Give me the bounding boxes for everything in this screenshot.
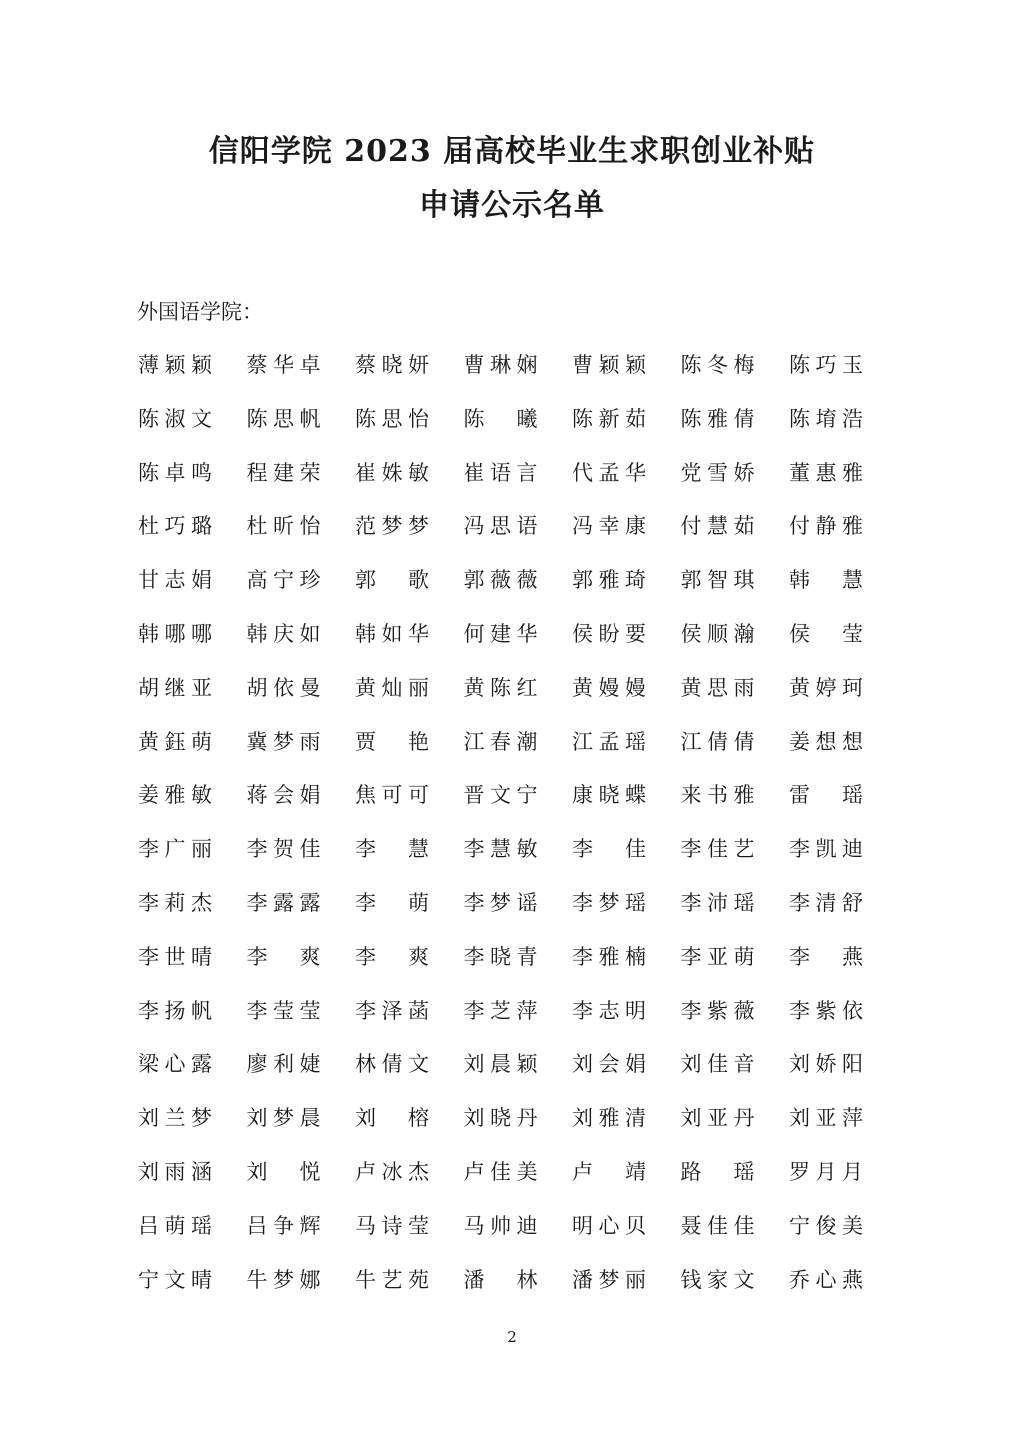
name-cell: 李 扬 帆 [138, 998, 212, 1023]
name-cell: 李 紫 薇 [680, 998, 755, 1023]
document-title-line-2: 申请公示名单 [419, 188, 605, 223]
name-cell: 刘 雅 清 [572, 1106, 646, 1131]
name-cell: 黄 鈺 萌 [138, 729, 212, 754]
name-cell: 宁 俊 美 [789, 1213, 863, 1238]
name-cell: 李 紫 依 [789, 998, 863, 1023]
name-cell: 刘 雨 涵 [138, 1159, 212, 1184]
name-cell: 李 慧 敏 [463, 837, 538, 862]
name-cell: 冯 思 语 [463, 514, 538, 539]
name-cell: 李 萌 [355, 890, 429, 915]
name-cell: 林 倩 文 [355, 1052, 429, 1077]
name-cell: 乔 心 燕 [789, 1267, 863, 1292]
name-cell: 马 帅 迪 [463, 1213, 538, 1238]
name-cell: 康 晓 蝶 [572, 783, 646, 808]
name-cell: 陈 新 茹 [572, 406, 646, 431]
name-cell: 潘 梦 丽 [572, 1267, 646, 1292]
name-cell: 刘 晨 颖 [463, 1052, 538, 1077]
name-cell: 程 建 荣 [246, 460, 321, 485]
name-cell: 李 志 明 [572, 998, 646, 1023]
name-cell: 韩 哪 哪 [138, 621, 212, 646]
name-cell: 李 爽 [355, 944, 429, 969]
name-cell: 郭 雅 琦 [572, 568, 646, 593]
name-cell: 江 孟 瑶 [572, 729, 646, 754]
name-cell: 李 泽 菡 [355, 998, 429, 1023]
name-cell: 冀 梦 雨 [246, 729, 321, 754]
name-cell: 黄 思 雨 [680, 675, 755, 700]
name-cell: 侯 盼 要 [572, 621, 646, 646]
name-cell: 陈 冬 梅 [680, 353, 755, 377]
name-cell: 刘 兰 梦 [138, 1106, 212, 1131]
name-cell: 付 静 雅 [789, 514, 863, 539]
name-cell: 陈 思 怡 [355, 406, 429, 431]
name-cell: 明 心 贝 [572, 1213, 646, 1238]
names-grid [137, 345, 897, 1313]
name-cell: 杜 昕 怡 [246, 514, 321, 539]
name-cell: 聂 佳 佳 [680, 1213, 755, 1238]
name-cell: 刘 榕 [355, 1106, 429, 1131]
name-cell: 代 孟 华 [572, 460, 646, 485]
name-cell: 蔡 华 卓 [246, 353, 321, 377]
name-cell: 刘 会 娟 [572, 1052, 646, 1077]
name-cell: 李 世 晴 [138, 944, 212, 969]
section-label: 外国语学院： [137, 300, 263, 324]
name-cell: 李 莹 莹 [246, 998, 321, 1023]
name-cell: 甘 志 娟 [138, 568, 212, 593]
document-title-line-1: 信阳学院 2023 届高校毕业生求职创业补贴 [208, 134, 816, 169]
name-cell: 侯 顺 瀚 [680, 621, 755, 646]
name-cell: 刘 晓 丹 [463, 1106, 538, 1131]
name-cell: 吕 萌 瑶 [138, 1213, 212, 1238]
name-cell: 黄 婷 珂 [789, 675, 863, 700]
name-cell: 李 佳 [572, 837, 646, 862]
name-cell: 崔 姝 敏 [355, 460, 429, 485]
name-cell: 卢 冰 杰 [355, 1159, 429, 1184]
name-cell: 李 晓 青 [463, 944, 538, 969]
name-cell: 李 慧 [355, 837, 429, 862]
name-cell: 雷 瑶 [789, 783, 863, 808]
name-cell: 廖 利 婕 [246, 1052, 321, 1077]
name-cell: 黄 陈 红 [463, 675, 538, 700]
name-cell: 卢 靖 [572, 1159, 646, 1184]
name-cell: 陈 雅 倩 [680, 406, 755, 431]
name-cell: 梁 心 露 [138, 1052, 212, 1077]
name-cell: 陈 曦 [463, 406, 538, 431]
name-cell: 贾 艳 [355, 729, 429, 754]
name-cell: 董 惠 雅 [789, 460, 863, 485]
name-cell: 陈 巧 玉 [789, 353, 863, 377]
name-cell: 黄 嫚 嫚 [572, 675, 646, 700]
name-cell: 江 倩 倩 [680, 729, 755, 754]
name-cell: 刘 亚 萍 [789, 1106, 863, 1131]
name-cell: 刘 悦 [246, 1159, 321, 1184]
name-cell: 李 露 露 [246, 890, 321, 915]
name-cell: 韩 庆 如 [246, 621, 321, 646]
name-cell: 焦 可 可 [355, 783, 429, 808]
name-cell: 李 沛 瑶 [680, 890, 755, 915]
name-cell: 杜 巧 璐 [138, 514, 212, 539]
name-cell: 韩 如 华 [355, 621, 429, 646]
name-cell: 付 慧 茹 [680, 514, 755, 539]
name-cell: 郭 智 琪 [680, 568, 755, 593]
name-cell: 陈 堉 浩 [789, 406, 863, 431]
name-cell: 李 亚 萌 [680, 944, 755, 969]
page-number: 2 [507, 1328, 517, 1346]
name-cell: 陈 淑 文 [138, 406, 212, 431]
name-cell: 冯 幸 康 [572, 514, 646, 539]
name-cell: 李 清 舒 [789, 890, 863, 915]
name-cell: 潘 林 [463, 1267, 538, 1292]
name-cell: 陈 卓 鸣 [138, 460, 212, 485]
name-cell: 马 诗 莹 [355, 1213, 429, 1238]
name-cell: 宁 文 晴 [138, 1267, 212, 1292]
name-cell: 侯 莹 [789, 621, 863, 646]
name-cell: 罗 月 月 [789, 1159, 863, 1184]
name-cell: 曹 颖 颖 [572, 353, 646, 377]
name-cell: 曹 琳 娴 [463, 353, 538, 377]
name-cell: 李 莉 杰 [138, 890, 212, 915]
name-cell: 胡 继 亚 [138, 675, 212, 700]
name-cell: 郭 歌 [355, 568, 429, 593]
name-cell: 钱 家 文 [680, 1267, 755, 1292]
name-cell: 姜 想 想 [789, 729, 863, 754]
name-cell: 胡 依 曼 [246, 675, 321, 700]
name-cell: 江 春 潮 [463, 729, 538, 754]
name-cell: 郭 薇 薇 [463, 568, 538, 593]
name-cell: 卢 佳 美 [463, 1159, 538, 1184]
name-cell: 李 凯 迪 [789, 837, 863, 862]
name-cell: 牛 艺 苑 [355, 1267, 429, 1292]
name-cell: 李 广 丽 [138, 837, 212, 862]
name-cell: 来 书 雅 [680, 783, 755, 808]
name-cell: 李 梦 谣 [463, 890, 538, 915]
name-cell: 刘 娇 阳 [789, 1052, 863, 1077]
name-cell: 陈 思 帆 [246, 406, 321, 431]
name-cell: 路 瑶 [680, 1159, 755, 1184]
name-cell: 牛 梦 娜 [246, 1267, 321, 1292]
name-cell: 刘 梦 晨 [246, 1106, 321, 1131]
name-cell: 李 爽 [246, 944, 321, 969]
name-cell: 李 燕 [789, 944, 863, 969]
name-cell: 李 芝 萍 [463, 998, 538, 1023]
name-cell: 黄 灿 丽 [355, 675, 429, 700]
name-cell: 姜 雅 敏 [138, 783, 212, 808]
name-cell: 刘 佳 音 [680, 1052, 755, 1077]
name-cell: 李 贺 佳 [246, 837, 321, 862]
name-cell: 蔡 晓 妍 [355, 353, 429, 377]
name-cell: 高 宁 珍 [246, 568, 321, 593]
name-cell: 韩 慧 [789, 568, 863, 593]
name-cell: 李 雅 楠 [572, 944, 646, 969]
name-cell: 李 佳 艺 [680, 837, 755, 862]
name-cell: 蒋 会 娟 [246, 783, 321, 808]
name-cell: 薄 颖 颖 [138, 353, 212, 377]
name-cell: 吕 争 辉 [246, 1213, 321, 1238]
name-cell: 范 梦 梦 [355, 514, 429, 539]
name-cell: 党 雪 娇 [680, 460, 755, 485]
name-cell: 李 梦 瑶 [572, 890, 646, 915]
name-cell: 何 建 华 [463, 621, 538, 646]
name-cell: 刘 亚 丹 [680, 1106, 755, 1131]
name-cell: 崔 语 言 [463, 460, 538, 485]
name-cell: 晋 文 宁 [463, 783, 538, 808]
